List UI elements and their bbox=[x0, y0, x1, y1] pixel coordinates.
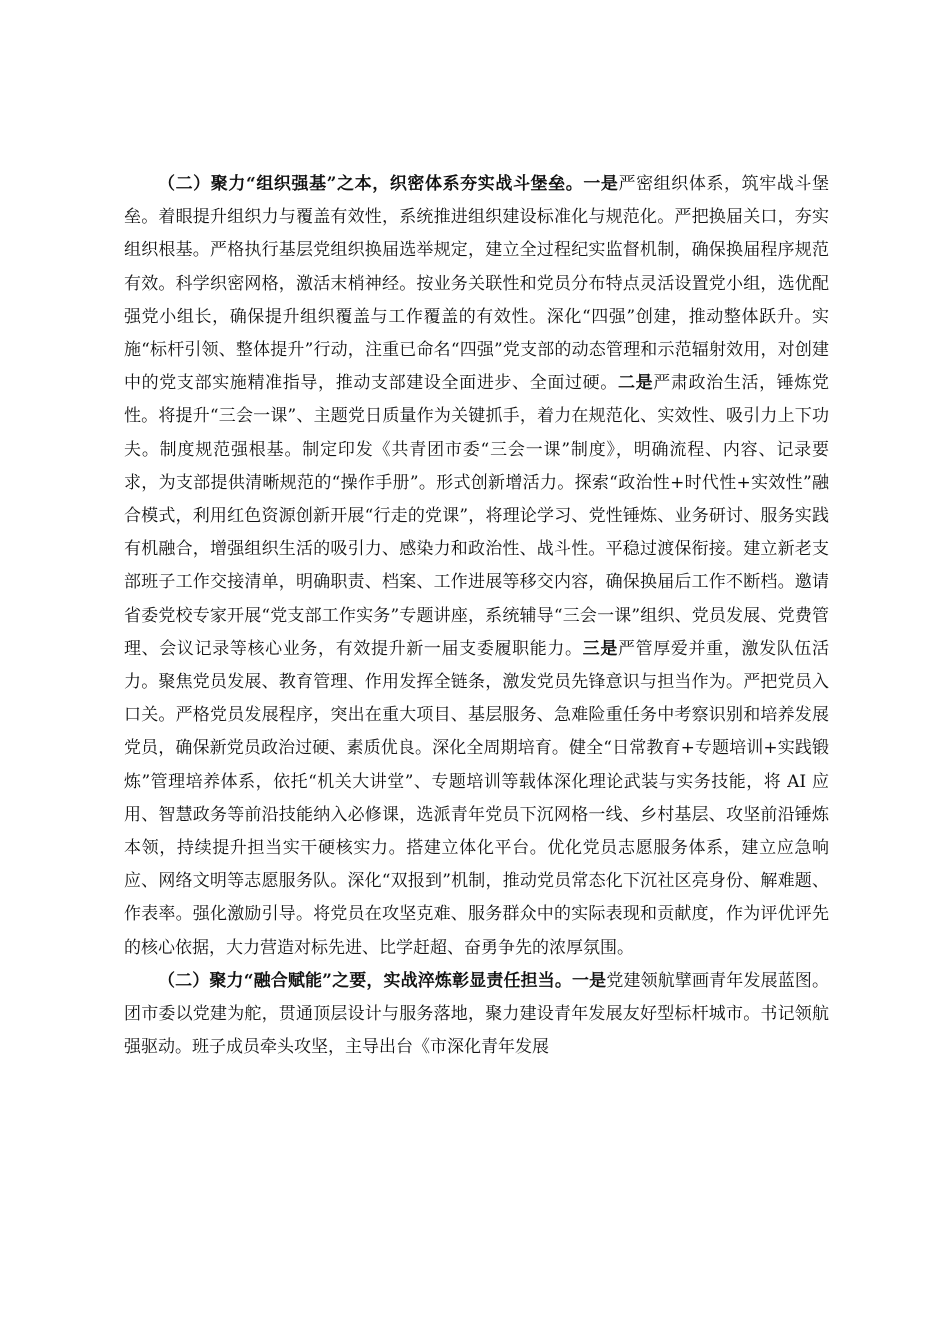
document-body bbox=[124, 168, 829, 1064]
text-run: 严管厚爱并重，激发队伍活力。聚焦党员发展、教育管理、作用发挥全链条，激发党员先锋意识与担当作为。严把党员入口关。严格党员发展程序，突出在重大项目、基层服务、急难险重任务中考察识别和培养发展党员，确保新党员政治过硬、素质优良。深化全周期培育。健全“日常教育+专题培训+实践锻炼”管理培养体系，依托“机关大讲堂”、专题培训等载体深化理论武装与实务技能，将 AI 应用、智慧政务等前沿技能纳入必修课，选派青年党员下沉网格一线、乡村基层、攻坚前沿锤炼本领，持续提升担当实干硬核实力。搭建立体化平台。优化党员志愿服务体系，建立应急响应、网络文明等志愿服务队。深化“双报到”机制，推动党员常态化下沉社区亮身份、解难题、作表率。强化激励引导。将党员在攻坚克难、服务群众中的实际表现和贡献度，作为评优评先的核心依据，大力营造对标先进、比学赶超、奋勇争先的浓厚氛围。 bbox=[124, 638, 830, 958]
heading-run: （二）聚力“融合赋能”之要，实战淬炼彰显责任担当。一是 bbox=[158, 970, 607, 991]
paragraph-1 bbox=[124, 168, 829, 965]
text-run: 严肃政治生活，锤炼党性。将提升“三会一课”、主题党日质量作为关键抓手，着力在规范化、实效性、吸引力上下功夫。制度规范强根基。制定印发《共青团市委“三会一课”制度》，明确流程、内容、记录要求，为支部提供清晰规范的“操作手册”。形式创新增活力。探索“政治性+时代性+实效性”融合模式，利用红色资源创新开展“行走的党课”，将理论学习、党性锤炼、业务研讨、服务实践有机融合，增强组织生活的吸引力、感染力和政治性、战斗性。平稳过渡保衔接。建立新老支部班子工作交接清单，明确职责、档案、工作进展等移交内容，确保换届后工作不断档。邀请省委党校专家开展“党支部工作实务”专题讲座，系统辅导“三会一课”组织、党员发展、党费管理、会议记录等核心业务，有效提升新一届支委履职能力。 bbox=[124, 373, 830, 659]
heading-run: 二是 bbox=[617, 373, 654, 394]
text-run: 党建领航擘画青年发展蓝图。团市委以党建为舵，贯通顶层设计与服务落地，聚力建设青年发展友好型标杆城市。书记领航强驱动。班子成员牵头攻坚，主导出台《市深化青年发展 bbox=[124, 970, 830, 1058]
paragraph-2 bbox=[124, 965, 829, 1065]
heading-run: 三是 bbox=[582, 638, 618, 659]
heading-run: （二）聚力“组织强基”之本，织密体系夯实战斗堡垒。一是 bbox=[158, 174, 619, 194]
text-run: 严密组织体系，筑牢战斗堡垒。着眼提升组织力与覆盖有效性，系统推进组织建设标准化与规范化。严把换届关口，夯实组织根基。严格执行基层党组织换届选举规定，建立全过程纪实监督机制，确保换届程序规范有效。科学织密网格，激活末梢神经。按业务关联性和党员分布特点灵活设置党小组，选优配强党小组长，确保提升组织覆盖与工作覆盖的有效性。深化“四强”创建，推动整体跃升。实施“标杆引领、整体提升”行动，注重已命名“四强”党支部的动态管理和示范辐射效用，对创建中的党支部实施精准指导，推动支部建设全面进步、全面过硬。 bbox=[124, 174, 829, 394]
